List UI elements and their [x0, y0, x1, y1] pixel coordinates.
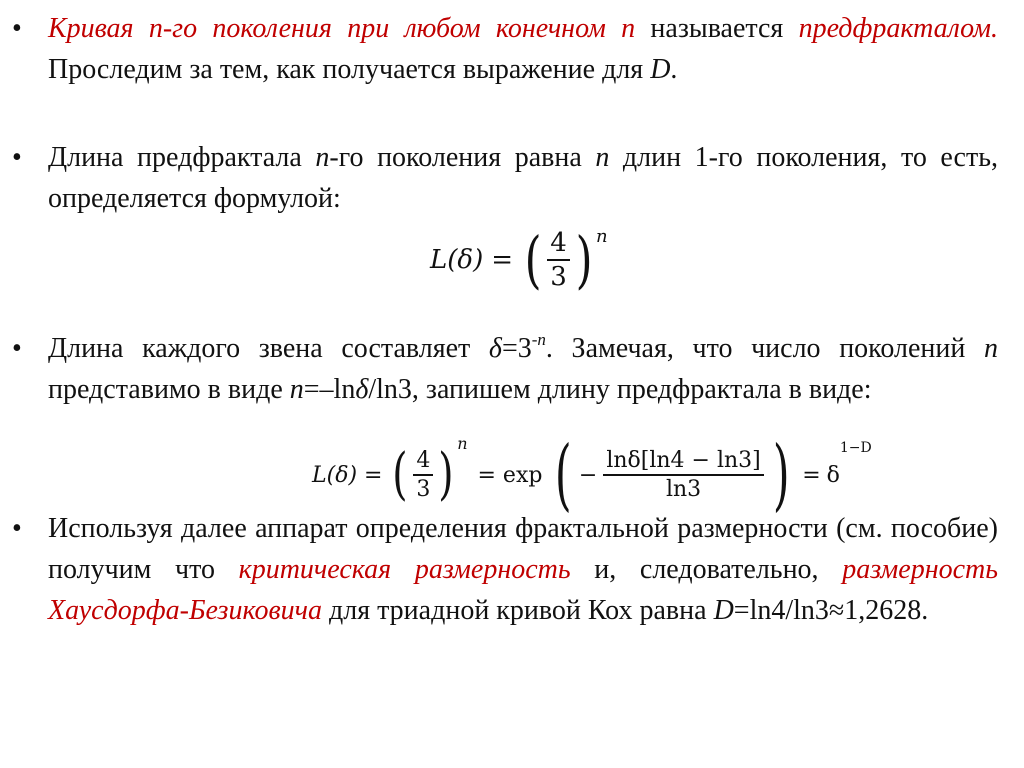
- bullet-2-text: [48, 137, 998, 219]
- text-run: =ln4/ln3≈1,2628.: [733, 595, 929, 626]
- text-run: Проследим за тем, как получается выражение для: [48, 54, 651, 85]
- bullet-1: [12, 8, 998, 90]
- text-run: δ: [488, 333, 502, 364]
- formula-exponent: n: [457, 434, 468, 453]
- text-run: n: [595, 142, 610, 173]
- formula-right-paren: ): [575, 223, 593, 296]
- text-run: δ: [355, 374, 369, 405]
- formula-exp-fraction: [603, 448, 763, 502]
- bullet-marker: •: [12, 142, 22, 173]
- text-run: =–ln: [303, 374, 356, 405]
- formula-numerator: 4: [413, 448, 433, 476]
- formula-denominator: 3: [550, 262, 567, 292]
- text-run: D: [713, 595, 734, 626]
- text-run: /ln3, запишем длину предфрактала в виде:: [368, 374, 872, 405]
- bullet-marker: •: [12, 513, 22, 544]
- formula-numerator: 4: [547, 228, 570, 261]
- formula-exp-left-paren: (: [555, 430, 573, 520]
- highlighted-term: предфракталом.: [798, 13, 998, 44]
- highlighted-term: размерность Хаусдорфа-Безиковича: [48, 554, 999, 626]
- bullet-4-text: [48, 508, 998, 631]
- formula-length: [430, 223, 608, 296]
- formula-fraction: [547, 228, 570, 292]
- bullet-3-text: [48, 328, 998, 410]
- text-run: .: [670, 54, 678, 85]
- formula-equals-2: =: [802, 462, 821, 488]
- formula-fraction: [413, 448, 433, 502]
- text-run: D: [650, 54, 671, 85]
- bullet-3: [12, 328, 998, 410]
- text-run: Длина каждого звена составляет: [48, 333, 489, 364]
- bullet-4: [12, 508, 998, 631]
- formula-exp-right-paren: ): [772, 430, 790, 520]
- bullet-marker: •: [12, 13, 22, 44]
- text-run: длин 1-го поколения, то есть, определяется формулой:: [48, 142, 998, 214]
- highlighted-term: Кривая n-го поколения при любом конечном n: [48, 13, 636, 44]
- text-run: Используя далее аппарат определения фрактальной размерности (см. пособие) получим что: [48, 513, 998, 585]
- formula-exp-numerator: lnδ[ln4 − ln3]: [603, 448, 763, 476]
- highlighted-term: критическая размерность: [238, 554, 571, 585]
- text-run: n: [289, 374, 304, 405]
- text-run: n: [315, 142, 330, 173]
- text-run: представимо в виде: [48, 374, 290, 405]
- text-run: называется: [635, 13, 799, 44]
- formula-rhs-exponent: 1−D: [839, 440, 872, 456]
- text-run: -n: [531, 330, 546, 349]
- formula-length-exp: [312, 430, 872, 520]
- bullet-marker: •: [12, 333, 22, 364]
- formula-lhs: L(δ): [312, 462, 358, 488]
- formula-right-paren: ): [438, 442, 454, 507]
- bullet-2: [12, 137, 998, 219]
- text-run: . Замечая, что число поколений: [545, 333, 984, 364]
- formula-exp: = exp: [477, 462, 543, 488]
- formula-left-paren: (: [392, 442, 409, 507]
- bullet-1-text: [48, 8, 998, 90]
- formula-exponent: n: [595, 226, 608, 247]
- formula-minus: −: [578, 462, 598, 488]
- formula-equals: =: [491, 245, 514, 275]
- text-run: =3: [501, 333, 532, 364]
- formula-exp-denominator: ln3: [665, 477, 702, 502]
- formula-lhs: L(δ): [430, 245, 484, 275]
- text-run: для триадной кривой Кох равна: [322, 595, 714, 626]
- formula-equals: =: [364, 462, 383, 488]
- formula-left-paren: (: [524, 223, 542, 296]
- text-run: n: [984, 333, 998, 364]
- text-run: Длина предфрактала: [48, 142, 316, 173]
- text-run: и, следовательно,: [570, 554, 843, 585]
- text-run: -го поколения равна: [329, 142, 596, 173]
- formula-denominator: 3: [416, 477, 431, 502]
- formula-rhs-base: δ: [826, 462, 840, 488]
